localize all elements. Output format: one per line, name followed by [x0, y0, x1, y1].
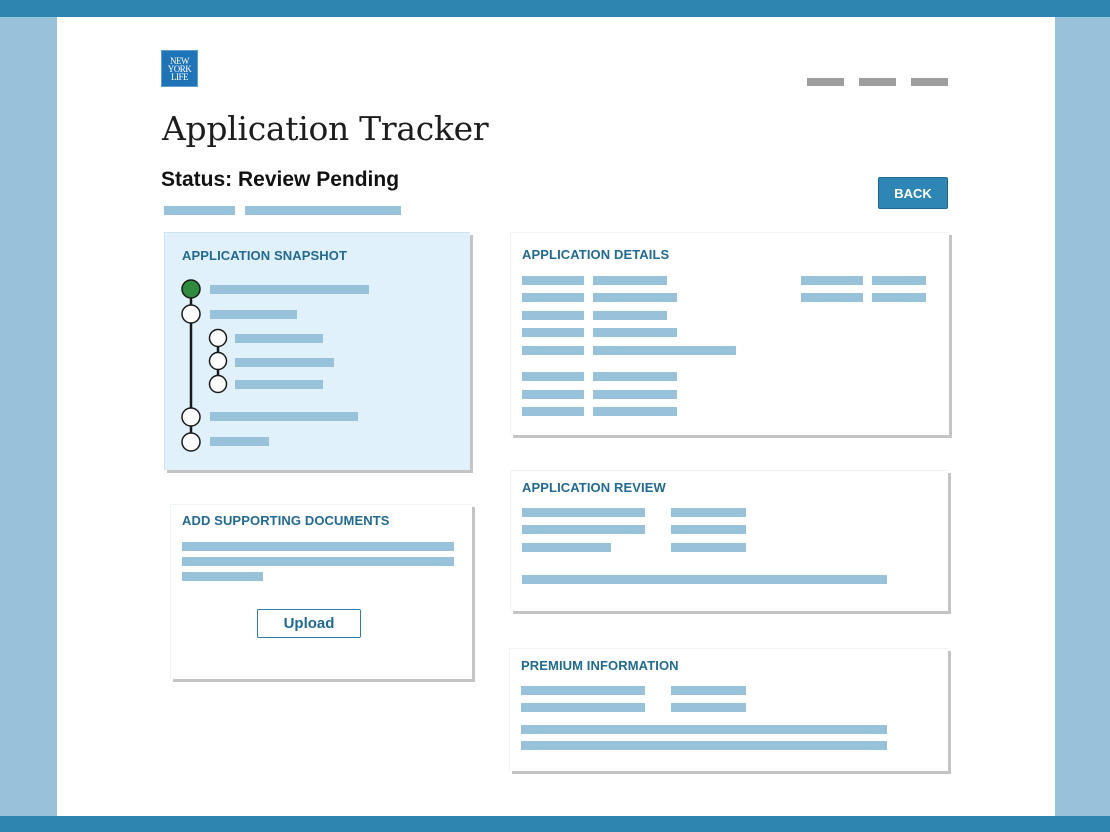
text-placeholder — [182, 572, 263, 581]
substep-pending-icon — [210, 353, 227, 370]
field-value-placeholder — [593, 311, 667, 320]
field-value-placeholder — [872, 293, 926, 302]
field-value-placeholder — [671, 543, 746, 552]
step-label-placeholder — [210, 310, 297, 319]
step-label-placeholder — [235, 334, 323, 343]
logo-line-1: NEW — [170, 55, 189, 66]
field-value-placeholder — [671, 508, 746, 517]
field-label-placeholder — [522, 390, 584, 399]
logo-line-2: YORK — [167, 63, 192, 74]
step-pending-icon — [182, 408, 200, 426]
field-label-placeholder — [801, 276, 863, 285]
field-label-placeholder — [801, 293, 863, 302]
field-value-placeholder — [593, 407, 677, 416]
field-label-placeholder — [522, 543, 611, 552]
step-complete-icon — [182, 280, 200, 298]
step-pending-icon — [182, 305, 200, 323]
back-button[interactable]: BACK — [878, 177, 948, 209]
field-label-placeholder — [522, 276, 584, 285]
step-label-placeholder — [210, 285, 369, 294]
field-label-placeholder — [521, 686, 645, 695]
application-snapshot-title: APPLICATION SNAPSHOT — [182, 248, 347, 263]
logo-line-3: LIFE — [171, 71, 188, 82]
field-label-placeholder — [522, 372, 584, 381]
field-value-placeholder — [593, 390, 677, 399]
top-band — [0, 0, 1110, 17]
field-label-placeholder — [521, 703, 645, 712]
field-value-placeholder — [671, 525, 746, 534]
text-placeholder — [182, 542, 454, 551]
page — [57, 17, 1055, 816]
field-label-placeholder — [522, 508, 645, 517]
step-label-placeholder — [210, 412, 358, 421]
field-value-placeholder — [593, 293, 677, 302]
step-pending-icon — [182, 433, 200, 451]
text-placeholder — [521, 741, 887, 750]
text-placeholder — [521, 725, 887, 734]
step-label-placeholder — [235, 358, 334, 367]
field-label-placeholder — [522, 525, 645, 534]
field-label-placeholder — [522, 328, 584, 337]
upload-button[interactable]: Upload — [257, 609, 361, 638]
supporting-documents-title: ADD SUPPORTING DOCUMENTS — [182, 513, 390, 528]
field-value-placeholder — [593, 276, 667, 285]
field-value-placeholder — [593, 328, 677, 337]
status-text: Status: Review Pending — [161, 168, 400, 191]
field-label-placeholder — [522, 346, 584, 355]
page-title: Application Tracker — [162, 109, 489, 148]
field-value-placeholder — [593, 372, 677, 381]
field-value-placeholder — [671, 686, 746, 695]
step-label-placeholder — [210, 437, 269, 446]
field-value-placeholder — [671, 703, 746, 712]
bottom-band — [0, 816, 1110, 832]
field-value-placeholder — [593, 346, 736, 355]
substep-pending-icon — [210, 376, 227, 393]
field-label-placeholder — [522, 311, 584, 320]
step-label-placeholder — [235, 380, 323, 389]
substep-pending-icon — [210, 330, 227, 347]
supporting-documents-card — [170, 504, 472, 679]
application-review-title: APPLICATION REVIEW — [522, 480, 666, 495]
premium-information-title: PREMIUM INFORMATION — [521, 658, 679, 673]
field-label-placeholder — [522, 407, 584, 416]
application-details-title: APPLICATION DETAILS — [522, 247, 670, 262]
field-label-placeholder — [522, 293, 584, 302]
field-value-placeholder — [872, 276, 926, 285]
text-placeholder — [182, 557, 454, 566]
text-placeholder — [522, 575, 887, 584]
